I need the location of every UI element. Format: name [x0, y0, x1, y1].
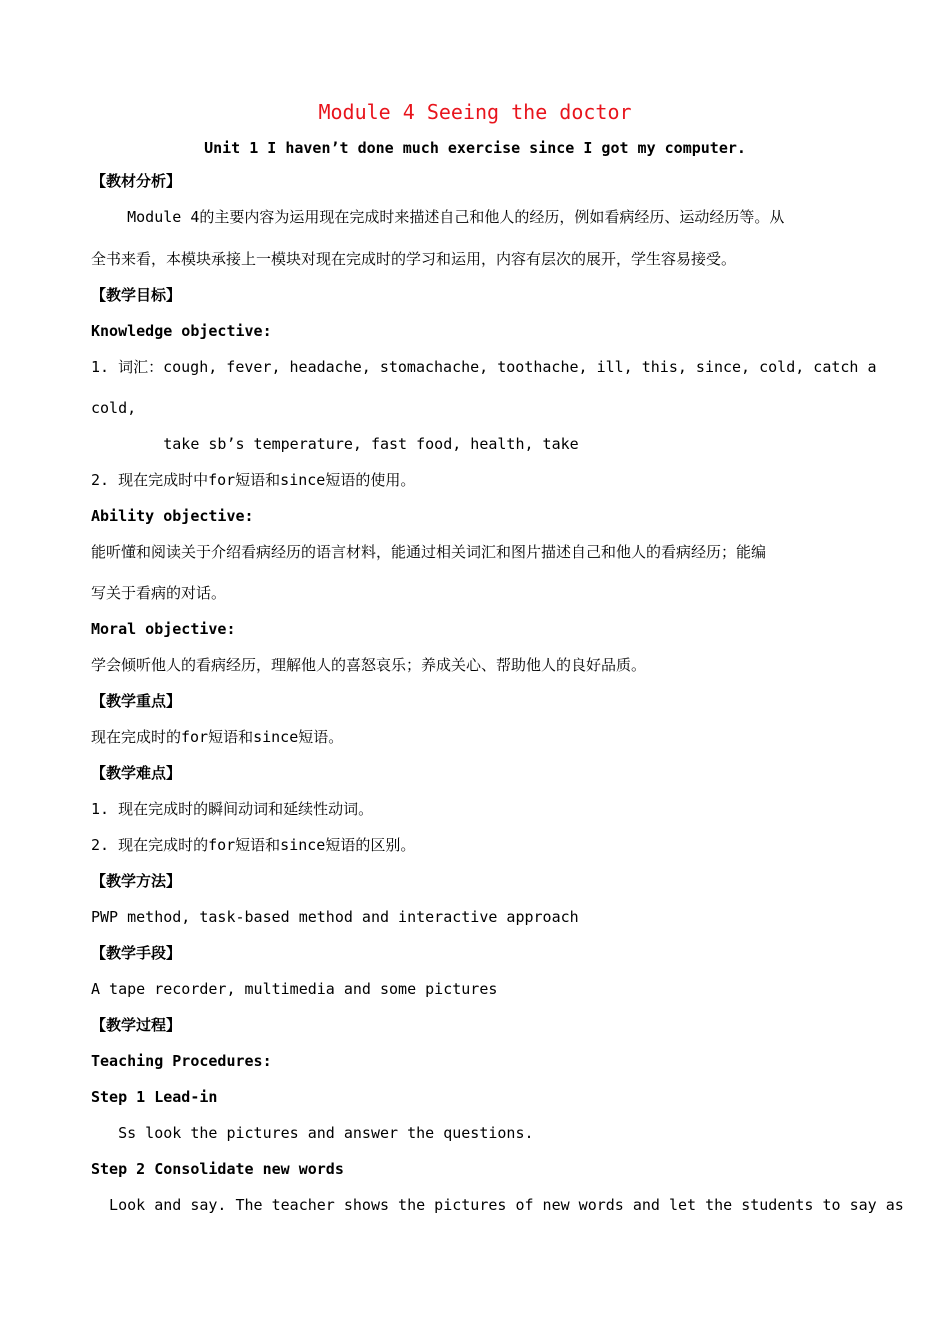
moral-line-1: 学会倾听他人的看病经历，理解他人的喜怒哀乐；养成关心、帮助他人的良好品质。 [91, 656, 647, 674]
heading-process: 【教学过程】 [91, 1016, 182, 1034]
difficult-line-2: 2. 现在完成时的for短语和since短语的区别。 [91, 836, 416, 854]
heading-key-points: 【教学重点】 [91, 692, 182, 710]
vocab-line-3: take sb’s temperature, fast food, health, take [91, 435, 579, 453]
ability-line-1: 能听懂和阅读关于介绍看病经历的语言材料，能通过相关词汇和图片描述自己和他人的看病经历；能编 [91, 543, 767, 561]
step-2-text: Look and say. The teacher shows the pictures of new words and let the students to say as [91, 1196, 904, 1214]
heading-analysis: 【教材分析】 [91, 172, 182, 190]
knowledge-objective-label: Knowledge objective: [91, 322, 272, 340]
heading-goals: 【教学目标】 [91, 286, 182, 304]
heading-method: 【教学方法】 [91, 872, 182, 890]
grammar-line: 2. 现在完成时中for短语和since短语的使用。 [91, 471, 416, 489]
analysis-line-1: Module 4的主要内容为运用现在完成时来描述自己和他人的经历，例如看病经历、运动经历等。从 [91, 208, 785, 226]
procedures-label: Teaching Procedures: [91, 1052, 272, 1070]
means-line: A tape recorder, multimedia and some pictures [91, 980, 498, 998]
vocab-line-2: cold, [91, 399, 137, 417]
heading-means: 【教学手段】 [91, 944, 182, 962]
moral-objective-label: Moral objective: [91, 620, 236, 638]
step-2-heading: Step 2 Consolidate new words [91, 1160, 344, 1178]
difficult-line-1: 1. 现在完成时的瞬间动词和延续性动词。 [91, 800, 374, 818]
step-1-text: Ss look the pictures and answer the questions. [91, 1124, 534, 1142]
heading-difficult-points: 【教学难点】 [91, 764, 182, 782]
analysis-line-2: 全书来看，本模块承接上一模块对现在完成时的学习和运用，内容有层次的展开，学生容易接受。 [91, 250, 737, 268]
ability-objective-label: Ability objective: [91, 507, 254, 525]
method-line: PWP method, task-based method and interactive approach [91, 908, 579, 926]
vocab-line-1: 1. 词汇：cough, fever, headache, stomachache, toothache, ill, this, since, cold, catch a [91, 358, 877, 376]
ability-line-2: 写关于看病的对话。 [91, 584, 227, 602]
document-subtitle: Unit 1 I haven’t done much exercise since I got my computer. [204, 139, 746, 157]
document-title: Module 4 Seeing the doctor [318, 100, 632, 124]
key-point-line: 现在完成时的for短语和since短语。 [91, 728, 344, 746]
step-1-heading: Step 1 Lead-in [91, 1088, 218, 1106]
